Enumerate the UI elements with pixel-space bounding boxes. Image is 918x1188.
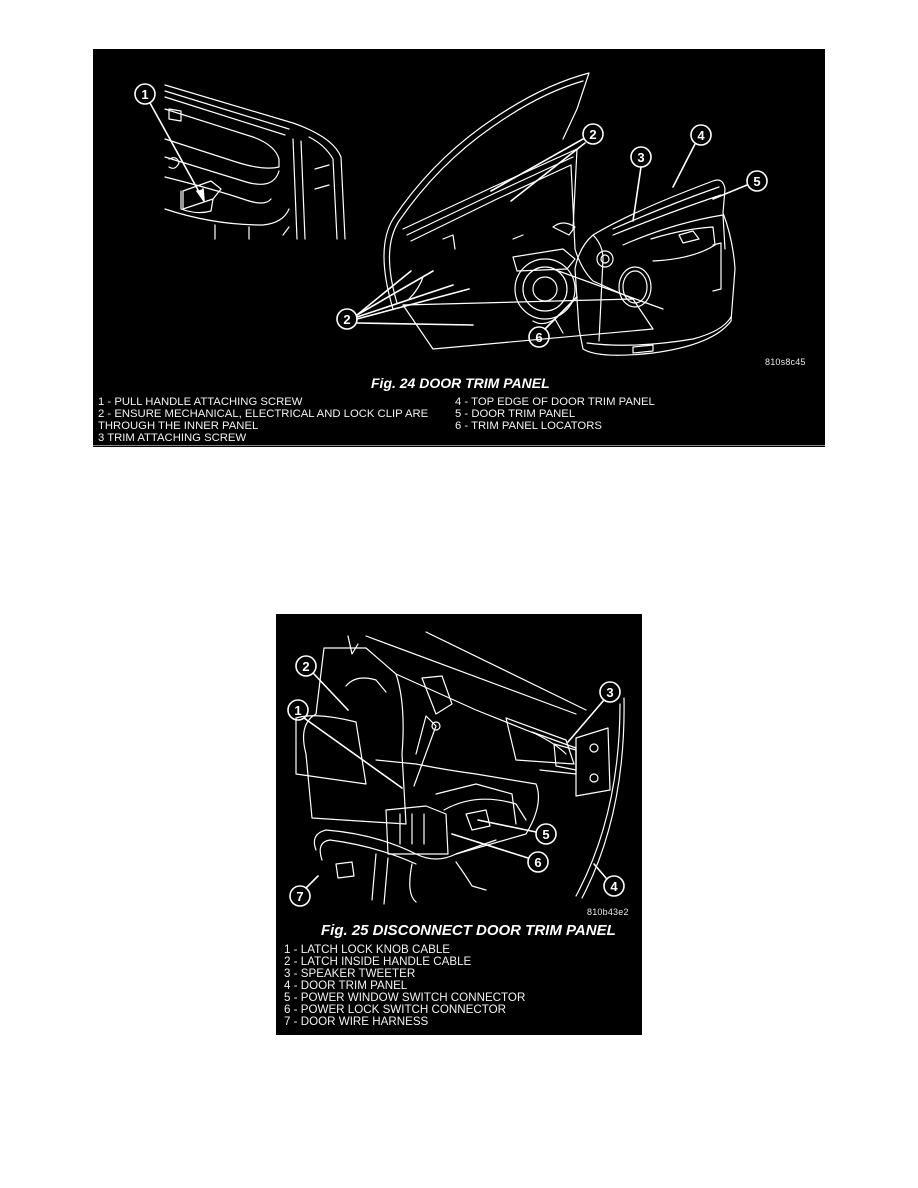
disconnect-trim-panel-illustration [276, 614, 642, 914]
svg-text:4: 4 [697, 128, 705, 143]
legend [284, 944, 525, 1028]
divider [93, 445, 825, 446]
svg-text:5: 5 [542, 827, 550, 842]
svg-text:5: 5 [753, 174, 761, 189]
svg-text:6: 6 [534, 855, 542, 870]
legend-item-6: 6 - POWER LOCK SWITCH CONNECTOR [284, 1003, 507, 1016]
callout-6 [452, 834, 548, 872]
callout-7 [290, 876, 318, 906]
callout-2-bottom [337, 271, 473, 329]
legend-item-4: 4 - TOP EDGE OF DOOR TRIM PANEL [455, 396, 655, 408]
pull-handle-inset-drawing [165, 85, 345, 239]
legend-item-5: 5 - DOOR TRIM PANEL [455, 408, 576, 420]
door-trim-panel-drawing [575, 180, 735, 355]
svg-text:2: 2 [589, 127, 597, 142]
svg-text:2: 2 [343, 312, 351, 327]
legend-item-1: 1 - LATCH LOCK KNOB CABLE [284, 943, 451, 956]
callout-5 [713, 171, 767, 199]
svg-text:1: 1 [294, 703, 302, 718]
door-trim-panel-illustration [93, 49, 825, 369]
callout-1 [135, 84, 204, 201]
legend-item-2: 2 - LATCH INSIDE HANDLE CABLE [284, 955, 472, 968]
legend-item-2-cont: THROUGH THE INNER PANEL [98, 420, 259, 432]
callout-4 [594, 864, 624, 896]
legend-item-7: 7 - DOOR WIRE HARNESS [284, 1015, 429, 1028]
figure-25-disconnect-door-trim-panel [276, 614, 642, 1035]
image-code: 810s8c45 [765, 357, 806, 367]
legend-item-2: 2 - ENSURE MECHANICAL, ELECTRICAL AND LOCK CLIP ARE [98, 408, 429, 420]
svg-text:1: 1 [141, 87, 149, 102]
svg-text:3: 3 [637, 150, 645, 165]
svg-text:2: 2 [302, 659, 310, 674]
legend-item-6: 6 - TRIM PANEL LOCATORS [455, 420, 602, 432]
figure-caption: Fig. 24 DOOR TRIM PANEL [371, 375, 550, 391]
legend-right [455, 396, 655, 432]
figure-24-door-trim-panel [93, 49, 825, 447]
front-door-inner-panel-drawing [384, 73, 663, 349]
legend-item-1: 1 - PULL HANDLE ATTACHING SCREW [98, 396, 303, 408]
legend-left [98, 396, 428, 444]
svg-text:4: 4 [610, 879, 618, 894]
figure-caption: Fig. 25 DISCONNECT DOOR TRIM PANEL [321, 922, 616, 939]
legend-item-5: 5 - POWER WINDOW SWITCH CONNECTOR [284, 991, 526, 1004]
svg-text:7: 7 [296, 889, 304, 904]
legend-item-3: 3 TRIM ATTACHING SCREW [98, 432, 247, 444]
legend-item-3: 3 - SPEAKER TWEETER [284, 967, 416, 980]
callout-4 [673, 125, 711, 187]
door-inner-panel-drawing [296, 632, 624, 904]
svg-text:3: 3 [606, 685, 614, 700]
svg-text:6: 6 [535, 330, 543, 345]
legend-item-4: 4 - DOOR TRIM PANEL [284, 979, 408, 992]
image-code: 810b43e2 [587, 907, 629, 917]
